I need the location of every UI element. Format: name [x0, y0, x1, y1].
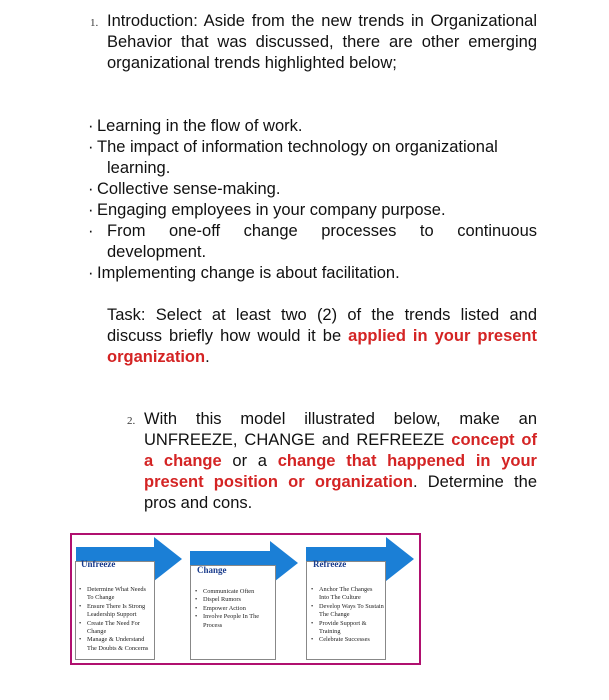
- section-2-number: 2.: [127, 415, 136, 427]
- lewin-change-model-diagram: [70, 533, 421, 665]
- refreeze-item: • Celebrate Successes: [311, 636, 370, 644]
- change-list: [194, 588, 272, 630]
- model-paragraph: [144, 409, 537, 514]
- bullet-dot: ·: [88, 264, 94, 282]
- bullet-dot: ·: [88, 117, 94, 135]
- unfreeze-list: [78, 586, 152, 653]
- trend-text: Implementing change is about facilitation.: [97, 264, 400, 282]
- task-paragraph: [107, 305, 537, 368]
- trend-text: Collective sense-making.: [97, 180, 281, 198]
- trend-text: Engaging employees in your company purpose.: [97, 201, 446, 219]
- change-item: • Involve People In The Process: [195, 613, 260, 629]
- trend-text: Learning in the flow of work.: [97, 117, 303, 135]
- task-period: .: [205, 348, 210, 366]
- trend-item: [88, 200, 446, 221]
- trend-item: [88, 116, 302, 137]
- bullet-dot: ·: [88, 201, 94, 219]
- trend-text: The impact of information technology on organizational: [97, 138, 498, 156]
- bullet-dot: ·: [88, 222, 94, 240]
- unfreeze-item: • Manage & Understand The Doubts & Concerns: [79, 636, 149, 652]
- change-item: • Empower Action: [195, 604, 246, 612]
- trend-item: [88, 221, 537, 242]
- refreeze-item: • Anchor The Changes Into The Culture: [311, 586, 373, 602]
- unfreeze-title: Unfreeze: [81, 559, 116, 569]
- task-text: Task: Select at least two (2) of the trends listed and discuss briefly how would it be: [107, 306, 537, 345]
- bullet-dot: ·: [88, 180, 94, 198]
- model-highlight-concept: concept of a change: [144, 431, 538, 470]
- change-panel: [190, 565, 276, 660]
- unfreeze-item: • Determine What Needs To Change: [79, 586, 146, 602]
- refreeze-list: [310, 586, 384, 645]
- change-item: • Dispel Rumors: [195, 596, 241, 604]
- change-title: Change: [197, 565, 227, 575]
- unfreeze-item: • Create The Need For Change: [79, 619, 140, 636]
- model-text: With this model illustrated below, make an UNFREEZE, CHANGE and REFREEZE: [144, 410, 537, 449]
- trend-text: From one-off change processes to continuous: [107, 222, 537, 240]
- section-1-number: 1.: [90, 17, 99, 29]
- task-highlight: applied in your present organization: [107, 327, 537, 366]
- change-item: • Communicate Often: [195, 588, 255, 595]
- trend-item-continuation: learning.: [107, 159, 171, 177]
- trend-item: [88, 137, 498, 158]
- refreeze-panel: [306, 561, 386, 660]
- trend-item: [88, 179, 280, 200]
- unfreeze-item: • Ensure There Is Strong Leadership Support: [79, 602, 146, 619]
- refreeze-item: • Develop Ways To Sustain The Change: [311, 602, 384, 619]
- bullet-dot: ·: [88, 138, 94, 156]
- model-text-or: or a: [232, 452, 267, 470]
- refreeze-title: Refreeze: [313, 559, 347, 569]
- trend-item: [88, 263, 400, 284]
- intro-paragraph: Introduction: Aside from the new trends in Organizational Behavior that was discussed, there are other emerging organizational trends highlighted below;: [107, 12, 537, 72]
- refreeze-item: • Provide Support & Training: [311, 619, 367, 636]
- trend-item-continuation: development.: [107, 243, 207, 261]
- model-highlight-change: change that happened in your present position or organization: [144, 452, 537, 491]
- model-text-end: . Determine the pros and cons.: [144, 473, 537, 512]
- unfreeze-panel: [75, 561, 155, 660]
